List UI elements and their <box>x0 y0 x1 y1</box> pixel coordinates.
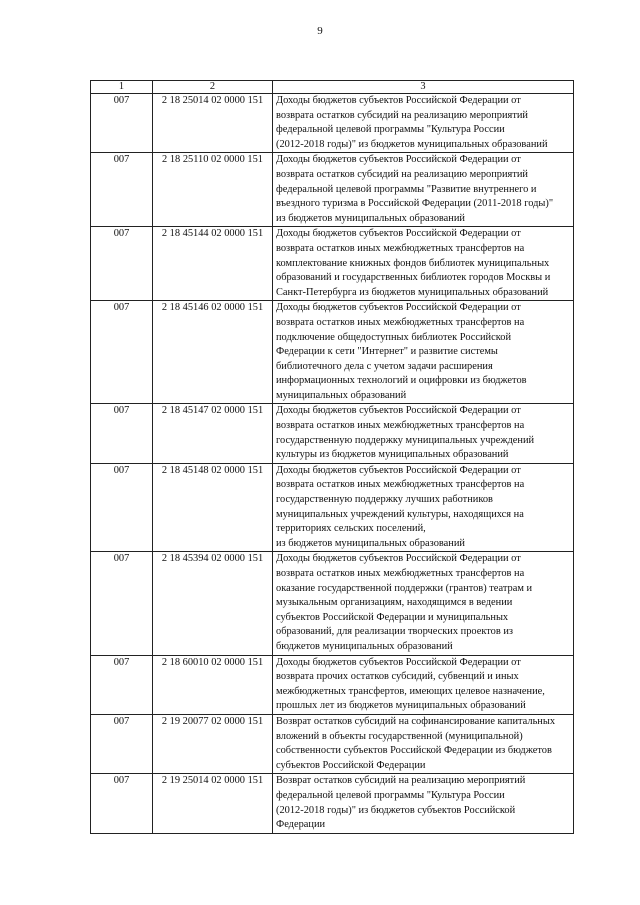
admin-code-cell: 007 <box>91 463 153 552</box>
table-row <box>91 774 574 833</box>
budget-classification-code-cell: 2 18 45147 02 0000 151 <box>153 404 273 463</box>
budget-code-table <box>90 80 574 834</box>
budget-classification-code-cell: 2 18 60010 02 0000 151 <box>153 655 273 714</box>
admin-code-cell: 007 <box>91 94 153 153</box>
admin-code-cell: 007 <box>91 301 153 404</box>
table-row <box>91 301 574 404</box>
income-description-cell: Возврат остатков субсидий на реализацию мероприятий федеральной целевой программы "Культура России (2012-2018 годы)" из бюджетов субъектов Российской Федерации <box>273 774 574 833</box>
income-description-cell: Доходы бюджетов субъектов Российской Федерации от возврата остатков иных межбюджетных трансфертов на комплектование книжных фондов библиотек муниципальных образований и государственных библиотек городов Москвы и Санкт-Петербурга из бюджетов муниципальных образований <box>273 227 574 301</box>
column-header-3: 3 <box>273 81 574 94</box>
table-row <box>91 94 574 153</box>
budget-classification-code-cell: 2 18 25110 02 0000 151 <box>153 153 273 227</box>
table-row <box>91 153 574 227</box>
admin-code-cell: 007 <box>91 655 153 714</box>
table-row <box>91 655 574 714</box>
table-row <box>91 227 574 301</box>
income-description-cell: Доходы бюджетов субъектов Российской Федерации от возврата остатков иных межбюджетных трансфертов на государственную поддержку лучших работников муниципальных учреждений культуры, находящихся на территориях сельских поселений, из бюджетов муниципальных образований <box>273 463 574 552</box>
income-description-cell: Возврат остатков субсидий на софинансирование капитальных вложений в объекты государственной (муниципальной) собственности субъектов Российской Федерации из бюджетов субъектов Российской Федерации <box>273 714 574 773</box>
budget-classification-code-cell: 2 19 20077 02 0000 151 <box>153 714 273 773</box>
income-description-cell: Доходы бюджетов субъектов Российской Федерации от возврата остатков иных межбюджетных трансфертов на государственную поддержку муниципальных учреждений культуры из бюджетов муниципальных образований <box>273 404 574 463</box>
column-header-1: 1 <box>91 81 153 94</box>
admin-code-cell: 007 <box>91 714 153 773</box>
budget-classification-code-cell: 2 18 45146 02 0000 151 <box>153 301 273 404</box>
admin-code-cell: 007 <box>91 774 153 833</box>
table-row <box>91 552 574 655</box>
budget-classification-code-cell: 2 18 45144 02 0000 151 <box>153 227 273 301</box>
income-description-cell: Доходы бюджетов субъектов Российской Федерации от возврата остатков иных межбюджетных трансфертов на оказание государственной поддержки (грантов) театрам и музыкальным организациям, находящимся в ведении субъектов Российской Федерации и муниципальных образований, для реализации творческих проектов из бюджетов муниципальных образований <box>273 552 574 655</box>
budget-classification-code-cell: 2 19 25014 02 0000 151 <box>153 774 273 833</box>
income-description-cell: Доходы бюджетов субъектов Российской Федерации от возврата прочих остатков субсидий, субвенций и иных межбюджетных трансфертов, имеющих целевое назначение, прошлых лет из бюджетов муниципальных образований <box>273 655 574 714</box>
table-row <box>91 463 574 552</box>
column-header-2: 2 <box>153 81 273 94</box>
income-description-cell: Доходы бюджетов субъектов Российской Федерации от возврата остатков субсидий на реализацию мероприятий федеральной целевой программы "Развитие внутреннего и въездного туризма в Российской Федерации (2011-2018 годы)" из бюджетов муниципальных образований <box>273 153 574 227</box>
admin-code-cell: 007 <box>91 153 153 227</box>
budget-classification-code-cell: 2 18 45148 02 0000 151 <box>153 463 273 552</box>
admin-code-cell: 007 <box>91 404 153 463</box>
admin-code-cell: 007 <box>91 552 153 655</box>
budget-classification-code-cell: 2 18 25014 02 0000 151 <box>153 94 273 153</box>
admin-code-cell: 007 <box>91 227 153 301</box>
table-row <box>91 714 574 773</box>
table-row <box>91 404 574 463</box>
page-number: 9 <box>317 25 323 37</box>
budget-classification-code-cell: 2 18 45394 02 0000 151 <box>153 552 273 655</box>
income-description-cell: Доходы бюджетов субъектов Российской Федерации от возврата остатков иных межбюджетных трансфертов на подключение общедоступных библиотек Российской Федерации к сети "Интернет" и развитие системы библиотечного дела с учетом задачи расширения информационных технологий и оцифровки из бюджетов муниципальных образований <box>273 301 574 404</box>
income-description-cell: Доходы бюджетов субъектов Российской Федерации от возврата остатков субсидий на реализацию мероприятий федеральной целевой программы "Культура России (2012-2018 годы)" из бюджетов муниципальных образований <box>273 94 574 153</box>
table-header-row <box>91 81 574 94</box>
